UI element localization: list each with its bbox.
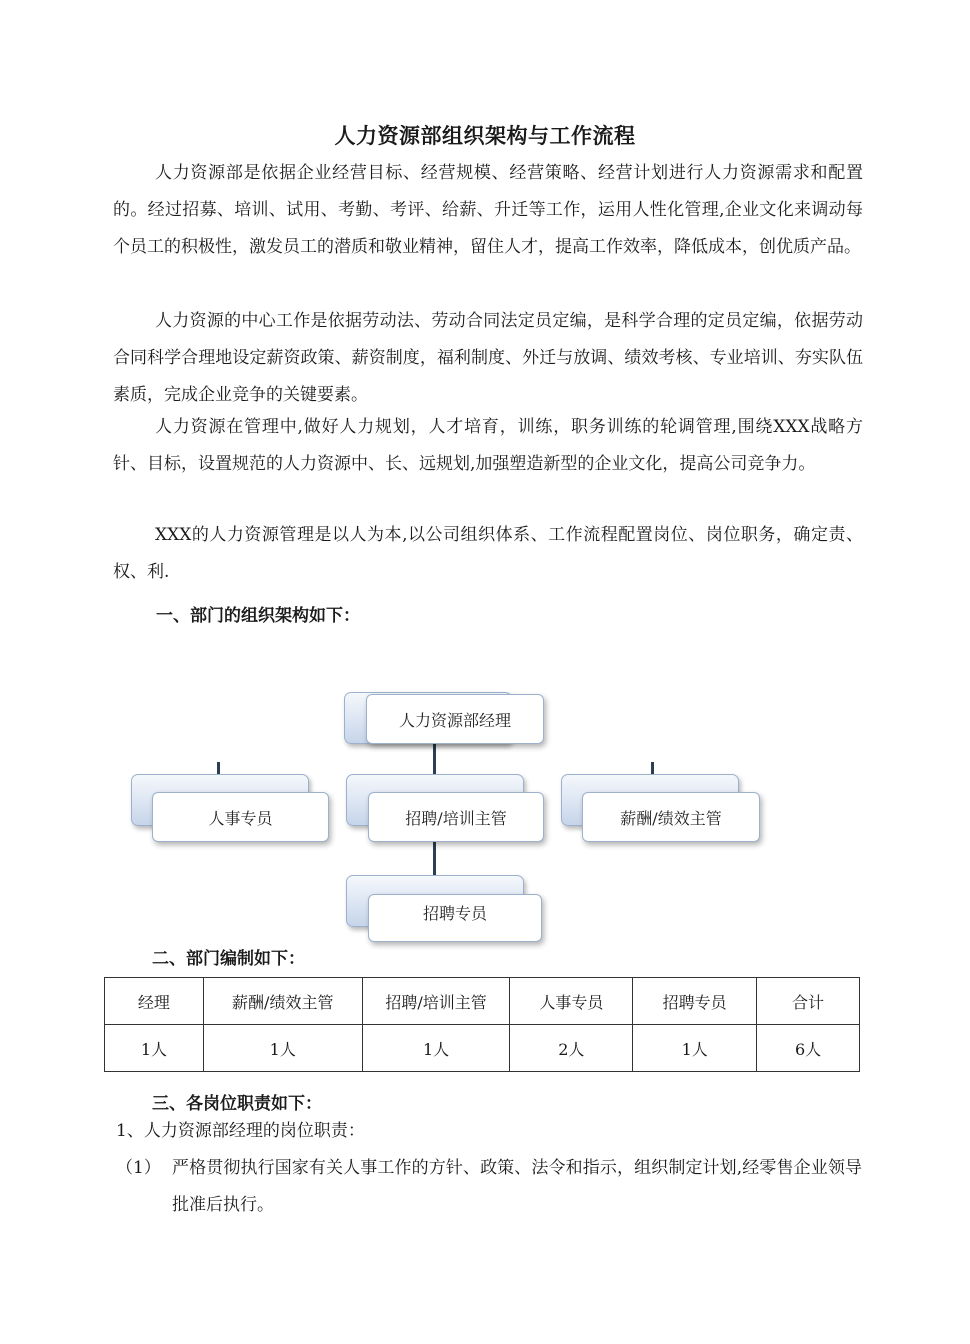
table-header-cell: 招聘专员	[633, 978, 757, 1025]
table-header-cell: 招聘/培训主管	[362, 978, 510, 1025]
org-node-recruit-specialist: 招聘专员	[368, 894, 542, 942]
table-header-row	[105, 978, 860, 1025]
table-cell: 6人	[757, 1025, 860, 1072]
staffing-table	[104, 977, 860, 1072]
table-cell: 1人	[203, 1025, 362, 1072]
table-cell: 1人	[633, 1025, 757, 1072]
list-item: 严格贯彻执行国家有关人事工作的方针、政策、法令和指示，组织制定计划,经零售企业领导批准后执行。	[172, 1158, 862, 1215]
org-node-recruit-supervisor: 招聘/培训主管	[368, 792, 544, 842]
org-chart	[120, 690, 780, 923]
table-header-cell: 人事专员	[510, 978, 633, 1025]
intro-paragraph-4: XXX的人力资源管理是以人为本,以公司组织体系、工作流程配置岗位、岗位职务，确定责、权、利.	[113, 525, 863, 582]
section-heading-staffing: 二、部门编制如下：	[152, 949, 305, 969]
table-row	[105, 1025, 860, 1072]
table-cell: 2人	[510, 1025, 633, 1072]
org-node-hr-specialist: 人事专员	[152, 792, 329, 842]
section-heading-duties: 三、各岗位职责如下：	[152, 1094, 322, 1114]
intro-paragraph-3: 人力资源在管理中,做好人力规划，人才培育，训练，职务训练的轮调管理,围绕XXX战略方针、目标，设置规范的人力资源中、长、远规划,加强塑造新型的企业文化，提高公司竞争力。	[113, 417, 863, 474]
table-header-cell: 经理	[105, 978, 204, 1025]
list-item-marker: （1）	[116, 1158, 161, 1178]
table-header-cell: 合计	[757, 978, 860, 1025]
intro-paragraph-1: 人力资源部是依据企业经营目标、经营规模、经营策略、经营计划进行人力资源需求和配置的。经过招募、培训、试用、考勤、考评、给薪、升迁等工作，运用人性化管理,企业文化来调动每个员工的积极性，激发员工的潜质和敬业精神，留住人才，提高工作效率，降低成本，创优质产品。	[113, 163, 863, 257]
intro-paragraph-2: 人力资源的中心工作是依据劳动法、劳动合同法定员定编，是科学合理的定员定编，依据劳动合同科学合理地设定薪资政策、薪资制度，福利制度、外迁与放调、绩效考核、专业培训、夯实队伍素质，完成企业竞争的关键要素。	[113, 311, 863, 405]
subheading-manager-duties: 1、人力资源部经理的岗位职责：	[116, 1121, 365, 1141]
table-header-cell: 薪酬/绩效主管	[203, 978, 362, 1025]
org-node-pay-supervisor: 薪酬/绩效主管	[582, 792, 760, 842]
page-title: 人力资源部组织架构与工作流程	[334, 124, 636, 148]
table-cell: 1人	[362, 1025, 510, 1072]
section-heading-org: 一、部门的组织架构如下：	[156, 606, 360, 626]
table-cell: 1人	[105, 1025, 204, 1072]
org-node-manager: 人力资源部经理	[366, 694, 544, 744]
